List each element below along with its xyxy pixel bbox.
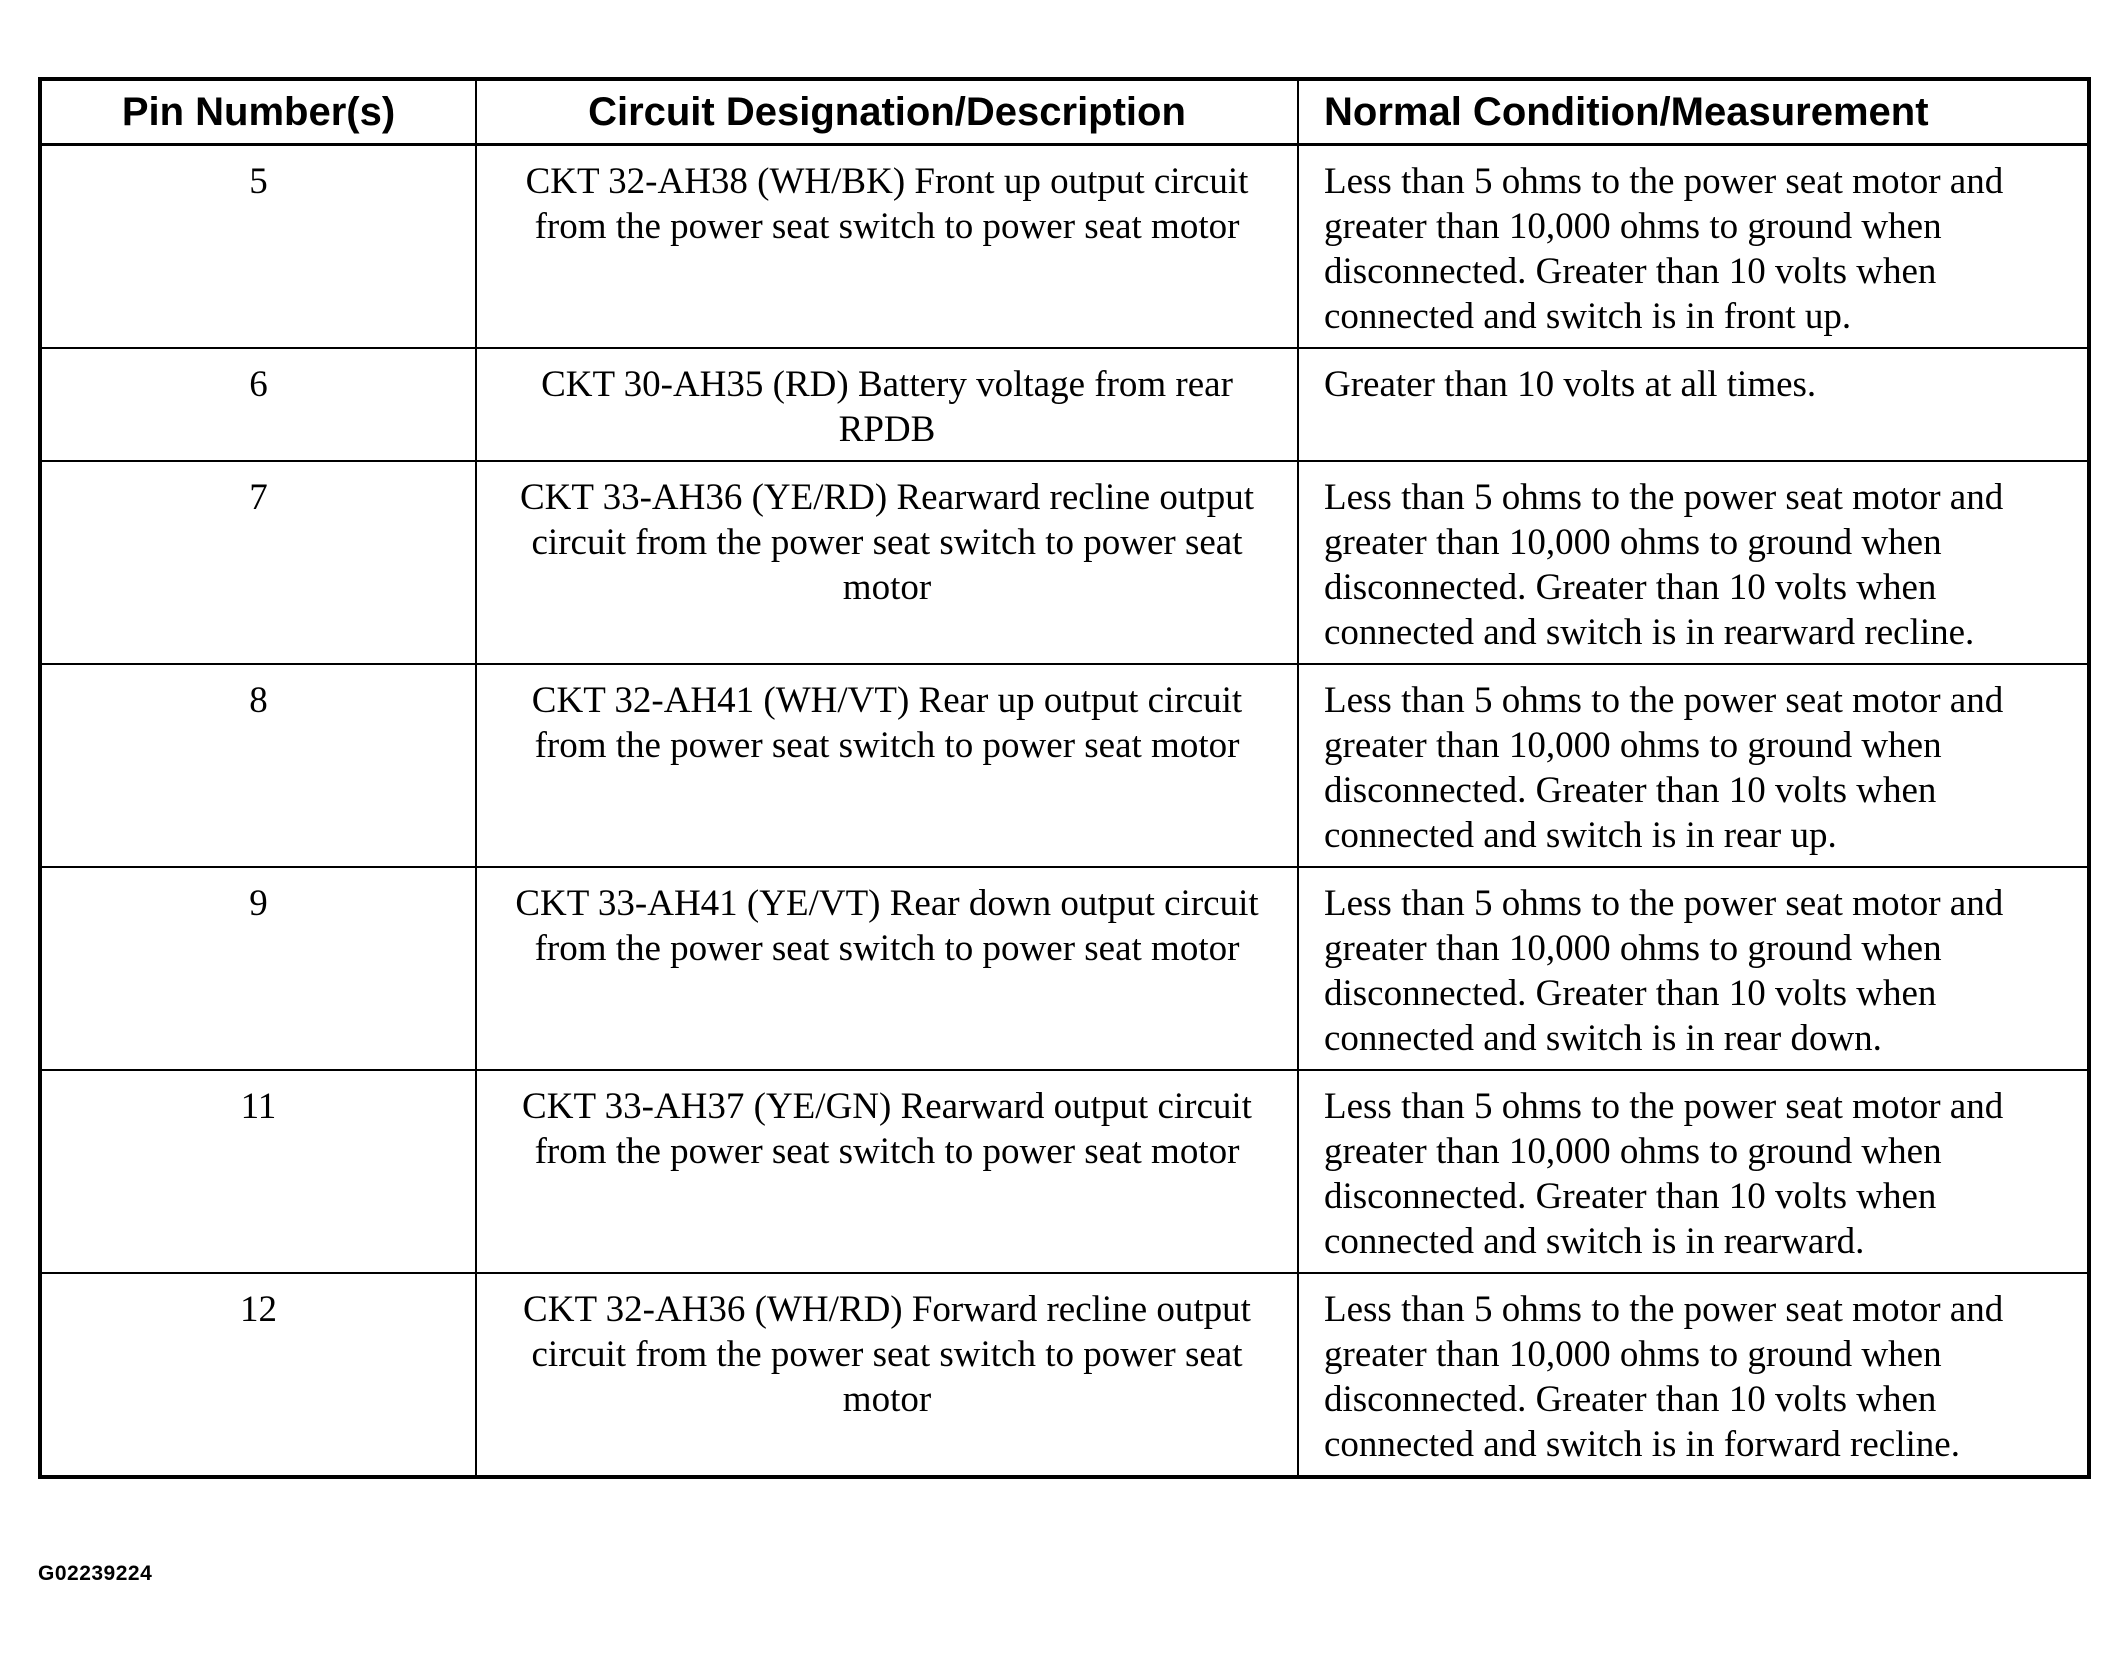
circuit-description-cell: CKT 33-AH37 (YE/GN) Rearward output circuit from the power seat switch to power seat motor xyxy=(476,1070,1298,1273)
circuit-description-cell: CKT 32-AH38 (WH/BK) Front up output circuit from the power seat switch to power seat motor xyxy=(476,145,1298,349)
measurement-cell: Less than 5 ohms to the power seat motor and greater than 10,000 ohms to ground when disconnected. Greater than 10 volts when connected and switch is in forward recline. xyxy=(1324,1289,2004,1465)
circuit-description-cell: CKT 33-AH41 (YE/VT) Rear down output circuit from the power seat switch to power seat motor xyxy=(476,867,1298,1070)
table-row xyxy=(42,664,2087,867)
table-row xyxy=(42,461,2087,664)
pin-number-cell: 6 xyxy=(42,348,476,461)
pin-number-cell: 9 xyxy=(42,867,476,1070)
measurement-cell: Less than 5 ohms to the power seat motor and greater than 10,000 ohms to ground when disconnected. Greater than 10 volts when connected and switch is in front up. xyxy=(1298,145,2087,349)
circuit-description-cell: CKT 32-AH41 (WH/VT) Rear up output circuit from the power seat switch to power seat motor xyxy=(476,664,1298,867)
pin-number-cell: 11 xyxy=(42,1070,476,1273)
pin-number-cell: 5 xyxy=(42,145,476,349)
table-row xyxy=(42,867,2087,1070)
header-pin-number: Pin Number(s) xyxy=(42,81,476,145)
pin-number-cell: 8 xyxy=(42,664,476,867)
header-normal-condition: Normal Condition/Measurement xyxy=(1298,81,2087,145)
figure-id-label: G02239224 xyxy=(38,1562,153,1585)
pin-table-frame xyxy=(38,77,2091,1479)
pin-number-cell: 12 xyxy=(42,1273,476,1475)
table-row xyxy=(42,1070,2087,1273)
pin-table xyxy=(42,81,2087,1475)
measurement-cell: Greater than 10 volts at all times. xyxy=(1298,348,2087,461)
measurement-cell: Less than 5 ohms to the power seat motor and greater than 10,000 ohms to ground when disconnected. Greater than 10 volts when connected and switch is in rear up. xyxy=(1298,664,2087,867)
measurement-cell: Less than 5 ohms to the power seat motor and greater than 10,000 ohms to ground when disconnected. Greater than 10 volts when connected and switch is in rear down. xyxy=(1298,867,2087,1070)
header-circuit-description: Circuit Designation/Description xyxy=(476,81,1298,145)
circuit-description-cell: CKT 30-AH35 (RD) Battery voltage from rear RPDB xyxy=(476,348,1298,461)
pin-number-cell: 7 xyxy=(42,461,476,664)
circuit-description-cell: CKT 32-AH36 (WH/RD) Forward recline output circuit from the power seat switch to power seat motor xyxy=(476,1273,1298,1475)
circuit-description-cell: CKT 33-AH36 (YE/RD) Rearward recline output circuit from the power seat switch to power seat motor xyxy=(476,461,1298,664)
table-row xyxy=(42,145,2087,349)
measurement-cell: Less than 5 ohms to the power seat motor and greater than 10,000 ohms to ground when disconnected. Greater than 10 volts when connected and switch is in rearward recline. xyxy=(1298,461,2087,664)
table-row xyxy=(42,1273,2087,1475)
measurement-cell: Less than 5 ohms to the power seat motor and greater than 10,000 ohms to ground when disconnected. Greater than 10 volts when connected and switch is in rearward. xyxy=(1298,1070,2087,1273)
table-header-row xyxy=(42,81,2087,145)
table-row xyxy=(42,348,2087,461)
